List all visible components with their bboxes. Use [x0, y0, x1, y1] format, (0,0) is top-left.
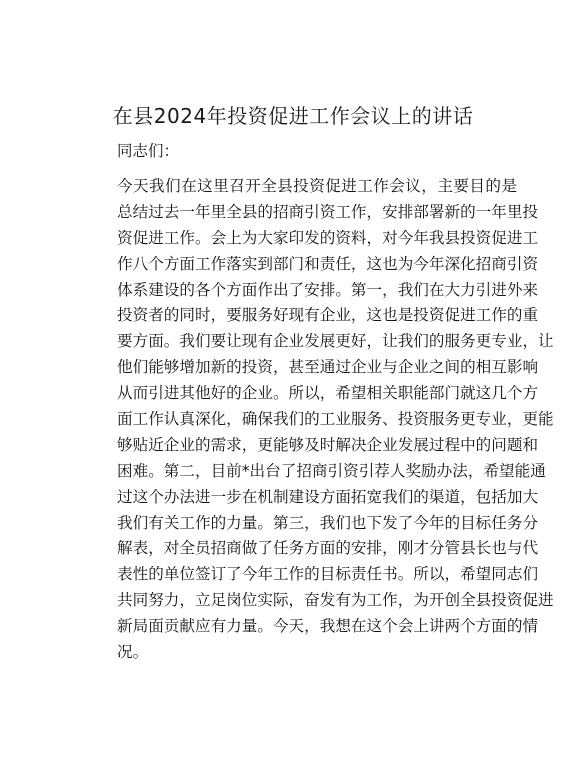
body-line: 过这个办法进一步在机制建设方面拓宽我们的渠道，包括加大: [117, 487, 539, 506]
body-line: 共同努力，立足岗位实际，奋发有为工作，为开创全县投资促进: [117, 591, 554, 610]
body-line: 新局面贡献应有力量。今天，我想在这个会上讲两个方面的情: [117, 617, 539, 636]
body-line: 解表，对全员招商做了任务方面的安排，刚才分管县长也与代: [117, 539, 539, 558]
body-line: 他们能够增加新的投资，甚至通过企业与企业之间的相互影响: [117, 358, 539, 377]
body-paragraph: [117, 174, 554, 666]
body-line: 面工作认真深化，确保我们的工业服务、投资服务更专业，更能: [117, 410, 554, 429]
body-line: 作八个方面工作落实到部门和责任，这也为今年深化招商引资: [117, 254, 539, 273]
body-line: 我们有关工作的力量。第三，我们也下发了今年的目标任务分: [117, 513, 539, 532]
body-line: 从而引进其他好的企业。所以，希望相关职能部门就这几个方: [117, 384, 539, 403]
body-line: 今天我们在这里召开全县投资促进工作会议，主要目的是: [117, 177, 517, 195]
body-line: 表性的单位签订了今年工作的目标责任书。所以，希望同志们: [117, 565, 539, 584]
body-line: 投资者的同时，要服务好现有企业，这也是投资促进工作的重: [117, 306, 539, 325]
body-line: 体系建设的各个方面作出了安排。第一，我们在大力引进外来: [117, 280, 539, 299]
body-line: 够贴近企业的需求，更能够及时解决企业发展过程中的问题和: [117, 435, 539, 454]
document-title: 在县2024年投资促进工作会议上的讲话: [112, 104, 474, 128]
body-line: 困难。第二，目前*出台了招商引资引荐人奖励办法，希望能通: [117, 461, 546, 480]
body-line: 资促进工作。会上为大家印发的资料，对今年我县投资促进工: [117, 228, 539, 247]
body-line: 总结过去一年里全县的招商引资工作，安排部署新的一年里投: [117, 202, 539, 221]
salutation: 同志们：: [117, 142, 180, 160]
body-line: 要方面。我们要让现有企业发展更好，让我们的服务更专业，让: [117, 332, 554, 351]
body-line: 况。: [117, 643, 149, 662]
